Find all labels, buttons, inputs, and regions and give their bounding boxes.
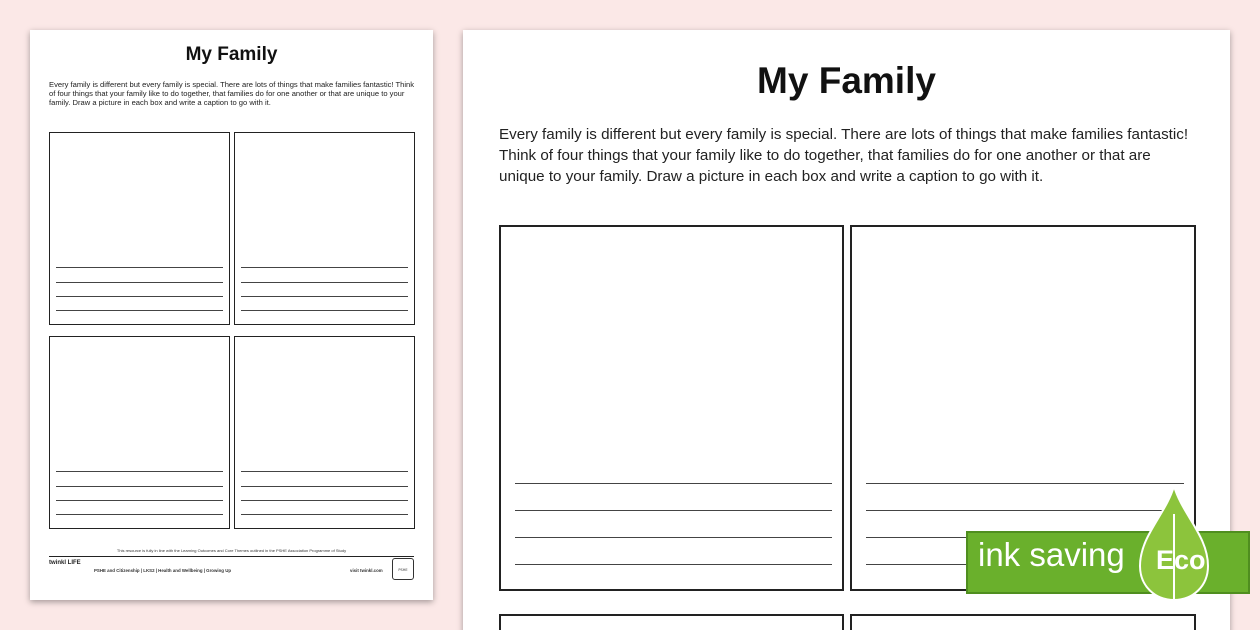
caption-line: [56, 310, 223, 311]
caption-line: [515, 510, 832, 511]
caption-line: [56, 296, 223, 297]
worksheet-instructions: Every family is different but every family is special. There are lots of things that make families fantastic! Think of four things that your family like to do together, that families do for one another or that are unique to your family. Draw a picture in each box and write a caption to go with it.: [499, 126, 1189, 185]
twinkl-life-logo: twinkl LIFE: [49, 560, 81, 566]
worksheet-preview-small: [30, 30, 433, 600]
caption-line: [241, 310, 408, 311]
footer-divider: [49, 556, 414, 557]
pshe-badge-icon: PSHE: [392, 558, 414, 580]
caption-line: [241, 514, 408, 515]
caption-line: [241, 296, 408, 297]
footer-note: This resource is fully in line with the Learning Outcomes and Core Themes outlined in the PSHE Association Programme of Study: [116, 548, 347, 553]
drawing-box-4: [234, 336, 415, 529]
caption-line: [241, 267, 408, 268]
drawing-box-3: [499, 614, 844, 630]
ink-saving-label: ink saving: [978, 536, 1125, 573]
ink-saving-eco-badge: [966, 484, 1250, 604]
caption-line: [241, 500, 408, 501]
caption-line: [56, 471, 223, 472]
footer-topics: PSHE and Citizenship | LKS2 | Health and Wellbeing | Growing Up: [94, 568, 232, 573]
ink-drop-icon: [1138, 484, 1210, 604]
caption-line: [56, 500, 223, 501]
drawing-box-2: [234, 132, 415, 325]
worksheet-title: My Family: [185, 44, 278, 65]
drawing-box-1: [499, 225, 844, 591]
worksheet-instructions: Every family is different but every family is special. There are lots of things that make families fantastic! Think of four things that your family like to do together, that families do for one another or that are unique to your family. Draw a picture in each box and write a caption to go with it.: [49, 80, 415, 108]
footer-url: visit twinkl.com: [350, 568, 383, 573]
caption-line: [56, 514, 223, 515]
caption-line: [515, 564, 832, 565]
eco-label: Eco: [1156, 545, 1206, 575]
drawing-box-3: [49, 336, 230, 529]
caption-line: [515, 537, 832, 538]
drawing-box-1: [49, 132, 230, 325]
caption-line: [241, 471, 408, 472]
caption-line: [241, 282, 408, 283]
worksheet-title: My Family: [757, 60, 936, 101]
caption-line: [56, 282, 223, 283]
drawing-box-4: [850, 614, 1196, 630]
caption-line: [56, 267, 223, 268]
caption-line: [515, 483, 832, 484]
caption-line: [241, 486, 408, 487]
caption-line: [56, 486, 223, 487]
